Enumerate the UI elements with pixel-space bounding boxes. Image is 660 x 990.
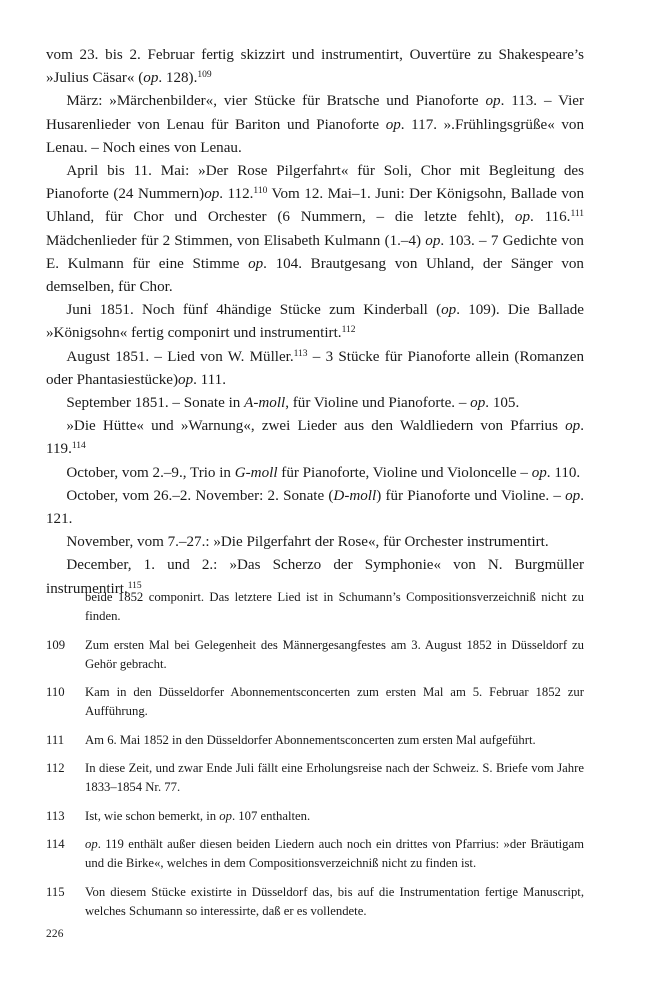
text-run: vom 23. bis 2. Februar fertig skizzirt und instrumentirt, Ouvertüre zu Shakespeare’s »Julius Cäsar« ( (46, 47, 584, 87)
body-paragraph (46, 415, 584, 461)
text-run: August 1851. – Lied von W. Müller. (66, 348, 294, 365)
body-paragraph (46, 462, 584, 485)
text-run: Von diesem Stücke existirte in Düsseldorf das, bis auf die Instrumentation fertige Manuscript, welches Schumann so interessirte, daß er es vollendete. (85, 884, 584, 918)
italic-run: op (565, 487, 581, 504)
footnote-number: 109 (46, 637, 66, 652)
text-run: ) für Pianoforte und Violine. – (376, 487, 566, 504)
body-paragraph (46, 160, 584, 299)
main-text-column (46, 44, 584, 601)
text-run: . 128). (158, 70, 198, 87)
text-run: . 111. (193, 371, 226, 388)
text-run: September 1851. – Sonate in (66, 395, 245, 412)
body-paragraph (46, 485, 584, 531)
footnote-text (85, 588, 584, 627)
footnote-item (46, 807, 584, 826)
text-run: Kam in den Düsseldorfer Abonnementsconcerten zum ersten Mal am 5. Februar 1852 zur Aufführung. (85, 685, 584, 719)
footnote-marker: 112 (341, 325, 356, 336)
footnote-marker: 109 (197, 70, 212, 81)
text-run: März: »Märchenbilder«, vier Stücke für Bratsche und Pianoforte (66, 93, 486, 110)
footnote-number: 112 (46, 761, 65, 776)
footnote-marker: 110 (253, 186, 268, 197)
italic-run: op (485, 93, 501, 110)
page-number: 226 (46, 928, 64, 940)
italic-run: op (204, 186, 220, 203)
text-run: . 105. (485, 395, 520, 412)
footnote-marker: 113 (293, 348, 308, 359)
body-paragraph (46, 44, 584, 90)
italic-run: op (178, 371, 194, 388)
footnote-item (46, 883, 584, 922)
text-run: October, vom 26.–2. November: 2. Sonate ( (66, 487, 334, 504)
text-run: April bis 11. Mai: »Der Rose Pilgerfahrt« für Soli, Chor mit Begleitung des Pianoforte (24 Nummern) (46, 163, 584, 203)
footnote-marker: 115 (127, 580, 142, 591)
italic-run: op (565, 418, 581, 435)
italic-run: op (441, 302, 457, 319)
text-run: Vom 12. Mai–1. Juni: Der Königsohn, Ballade von Uhland, für Chor und Orchester (6 Nummern, – die letzte fehlt), (46, 186, 584, 226)
footnote-marker: 114 (71, 441, 86, 452)
text-run: – 3 Stücke für Pianoforte allein (Romanzen oder Phantasiestücke) (46, 348, 584, 388)
text-run: . 112. (219, 186, 254, 203)
footnote-item (46, 588, 584, 627)
footnote-text (85, 731, 584, 750)
footnote-list (46, 588, 584, 921)
text-run: . 107 enthalten. (231, 808, 311, 823)
text-run: Ist, wie schon bemerkt, in (85, 808, 220, 823)
footnote-item (46, 731, 584, 750)
text-run: In diese Zeit, und zwar Ende Juli fällt eine Erholungsreise nach der Schweiz. S. Briefe vom Jahre 1833–1854 Nr. 77. (85, 761, 584, 795)
body-paragraph-list (46, 44, 584, 601)
text-run: . 121. (46, 487, 584, 528)
text-run: beide 1852 componirt. Das letztere Lied ist in Schumann’s Compositionsverzeichniß nicht zu finden. (85, 590, 584, 624)
italic-run: op (143, 70, 159, 87)
italic-run: op (219, 808, 232, 823)
footnote-text (85, 759, 584, 798)
footnote-item (46, 835, 584, 874)
italic-run: op (514, 209, 531, 226)
text-run: Am 6. Mai 1852 in den Düsseldorfer Abonnementsconcerten zum ersten Mal aufgeführt. (85, 732, 536, 747)
body-paragraph (46, 346, 584, 392)
footnote-number: 113 (46, 808, 65, 823)
italic-run: A-moll (244, 395, 286, 412)
text-run: Juni 1851. Noch fünf 4händige Stücke zum Kinderball ( (66, 302, 442, 319)
footnote-number: 114 (46, 836, 65, 851)
italic-run: op (385, 116, 401, 133)
text-run: Mädchenlieder für 2 Stimmen, von Elisabeth Kulmann (1.–4) (46, 232, 426, 249)
text-run: . 113. – Vier Husarenlieder von Lenau für Bariton und Pianoforte (46, 93, 584, 133)
italic-run: op (531, 464, 547, 481)
text-run: November, vom 7.–27.: »Die Pilgerfahrt der Rose«, für Orchester instrumentirt. (66, 534, 549, 551)
italic-run: op (425, 232, 441, 249)
text-run: . 109). Die Ballade »Königsohn« fertig componirt und instrumentirt. (46, 302, 584, 342)
body-paragraph (46, 90, 584, 160)
footnote-number: 111 (46, 732, 65, 747)
italic-run: op (248, 255, 264, 272)
text-run: . 104. Brautgesang von Uhland, der Sänger von demselben, für Chor. (46, 255, 584, 296)
body-paragraph (46, 392, 584, 415)
italic-run: op (85, 836, 98, 851)
body-paragraph (46, 531, 584, 554)
footnote-text (85, 835, 584, 874)
text-run: . 119 enthält außer diesen beiden Liedern auch noch ein drittes von Pfarrius: »der Bräutigam und die Birke«, welches in dem Compositionsverzeichniß nicht zu finden ist. (85, 836, 584, 871)
text-run: December, 1. und 2.: »Das Scherzo der Symphonie« von N. Burgmüller instrumentirt. (46, 557, 584, 597)
footnote-text (85, 807, 584, 826)
text-run: . 116. (530, 209, 571, 226)
italic-run: D-moll (333, 487, 377, 504)
text-run: »Die Hütte« und »Warnung«, zwei Lieder aus den Waldliedern von Pfarrius (66, 418, 566, 435)
body-paragraph (46, 299, 584, 345)
text-run: October, vom 2.–9., Trio in (66, 464, 235, 481)
footnote-text (85, 683, 584, 722)
text-run: . 117. ».Frühlingsgrüße« von Lenau. – Noch eines von Lenau. (46, 116, 584, 156)
text-run: . 110. (546, 464, 581, 481)
footnote-number: 115 (46, 884, 65, 899)
footnote-text (85, 883, 584, 922)
text-run: für Pianoforte, Violine und Violoncelle – (277, 464, 532, 481)
footnote-item (46, 759, 584, 798)
text-run: Zum ersten Mal bei Gelegenheit des Männergesangfestes am 3. August 1852 in Düsseldorf zu Gehör gebracht. (85, 637, 584, 671)
footnote-text (85, 636, 584, 675)
footnote-item (46, 636, 584, 675)
text-run: . 103. – 7 Gedichte von E. Kulmann für eine Stimme (46, 232, 584, 272)
footnote-section (46, 588, 584, 930)
italic-run: op (470, 395, 486, 412)
text-run: . 119. (46, 418, 584, 458)
footnote-number: 110 (46, 685, 65, 700)
text-run: , für Violine und Pianoforte. – (285, 395, 471, 412)
footnote-item (46, 683, 584, 722)
italic-run: G-moll (234, 464, 278, 481)
footnote-marker: 111 (570, 209, 585, 220)
